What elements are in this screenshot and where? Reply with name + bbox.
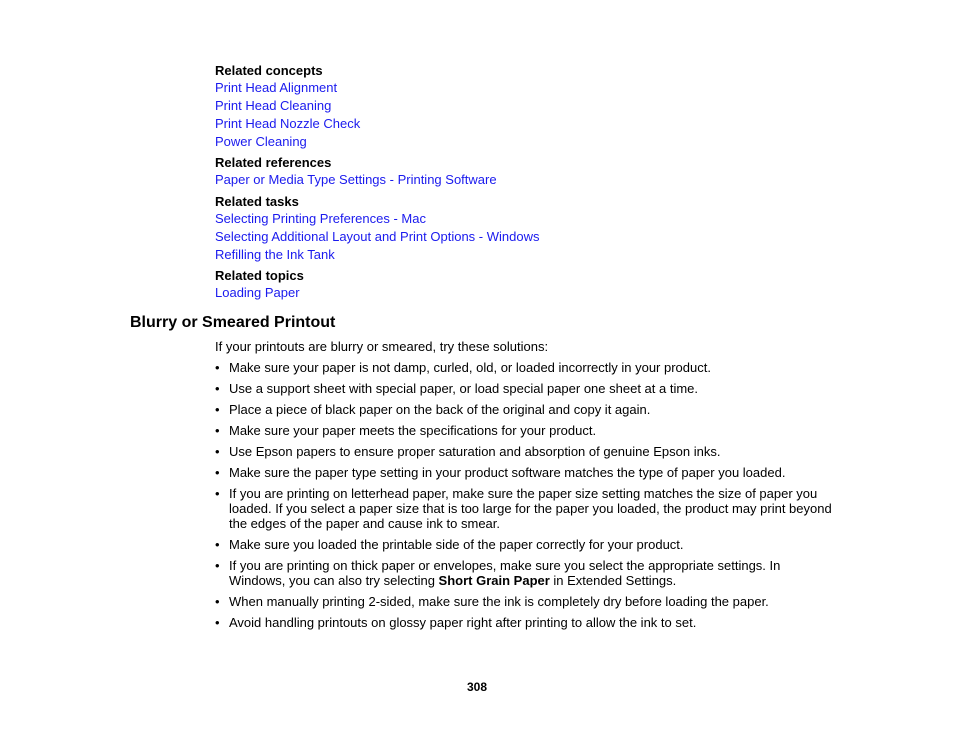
link-selecting-printing-preferences-mac[interactable]: Selecting Printing Preferences - Mac (215, 211, 426, 226)
section-title: Blurry or Smeared Printout (130, 314, 336, 331)
link-paper-media-type-settings[interactable]: Paper or Media Type Settings - Printing Software (215, 172, 497, 187)
list-item: • When manually printing 2-sided, make sure the ink is completely dry before loading the paper. (215, 594, 769, 609)
list-item: • Make sure you loaded the printable side of the paper correctly for your product. (215, 537, 684, 552)
list-item: • Make sure your paper is not damp, curled, old, or loaded incorrectly in your product. (215, 360, 711, 375)
bullet-list (215, 360, 835, 630)
list-item: • If you are printing on thick paper or envelopes, make sure you select the appropriate settings. In Windows, you can also try selecting Short Grain Paper in Extended Settings. (215, 558, 781, 588)
related-tasks (215, 193, 835, 264)
list-item: • Use a support sheet with special paper, or load special paper one sheet at a time. (215, 381, 699, 396)
list-item: • If you are printing on letterhead paper, make sure the paper size setting matches the size of paper you loaded. If you select a paper size that is too large for the paper you loaded, the product may print beyond the edges of the paper and cause ink to smear. (215, 486, 832, 531)
list-item: • Use Epson papers to ensure proper saturation and absorption of genuine Epson inks. (215, 444, 721, 459)
link-power-cleaning[interactable]: Power Cleaning (215, 134, 307, 149)
list-item: • Avoid handling printouts on glossy paper right after printing to allow the ink to set. (215, 615, 697, 630)
related-concepts-heading: Related concepts (215, 63, 323, 78)
list-item: • Place a piece of black paper on the back of the original and copy it again. (215, 402, 651, 417)
link-refilling-ink-tank[interactable]: Refilling the Ink Tank (215, 247, 335, 262)
related-concepts (215, 62, 835, 151)
list-item: • Make sure the paper type setting in your product software matches the type of paper you loaded. (215, 465, 786, 480)
related-topics (215, 267, 835, 302)
related-references (215, 154, 835, 189)
link-selecting-additional-layout-windows[interactable]: Selecting Additional Layout and Print Options - Windows (215, 229, 540, 244)
page-number: 308 (466, 680, 488, 694)
short-grain-paper-label: Short Grain Paper (438, 573, 550, 588)
list-item: • Make sure your paper meets the specifications for your product. (215, 423, 597, 438)
related-topics-heading: Related topics (215, 268, 304, 283)
related-tasks-heading: Related tasks (215, 194, 299, 209)
link-print-head-cleaning[interactable]: Print Head Cleaning (215, 98, 332, 113)
section-body (215, 339, 835, 355)
link-loading-paper[interactable]: Loading Paper (215, 285, 300, 300)
link-print-head-alignment[interactable]: Print Head Alignment (215, 80, 338, 95)
link-print-head-nozzle-check[interactable]: Print Head Nozzle Check (215, 116, 361, 131)
related-references-heading: Related references (215, 155, 332, 170)
section-intro: If your printouts are blurry or smeared, try these solutions: (215, 339, 549, 354)
